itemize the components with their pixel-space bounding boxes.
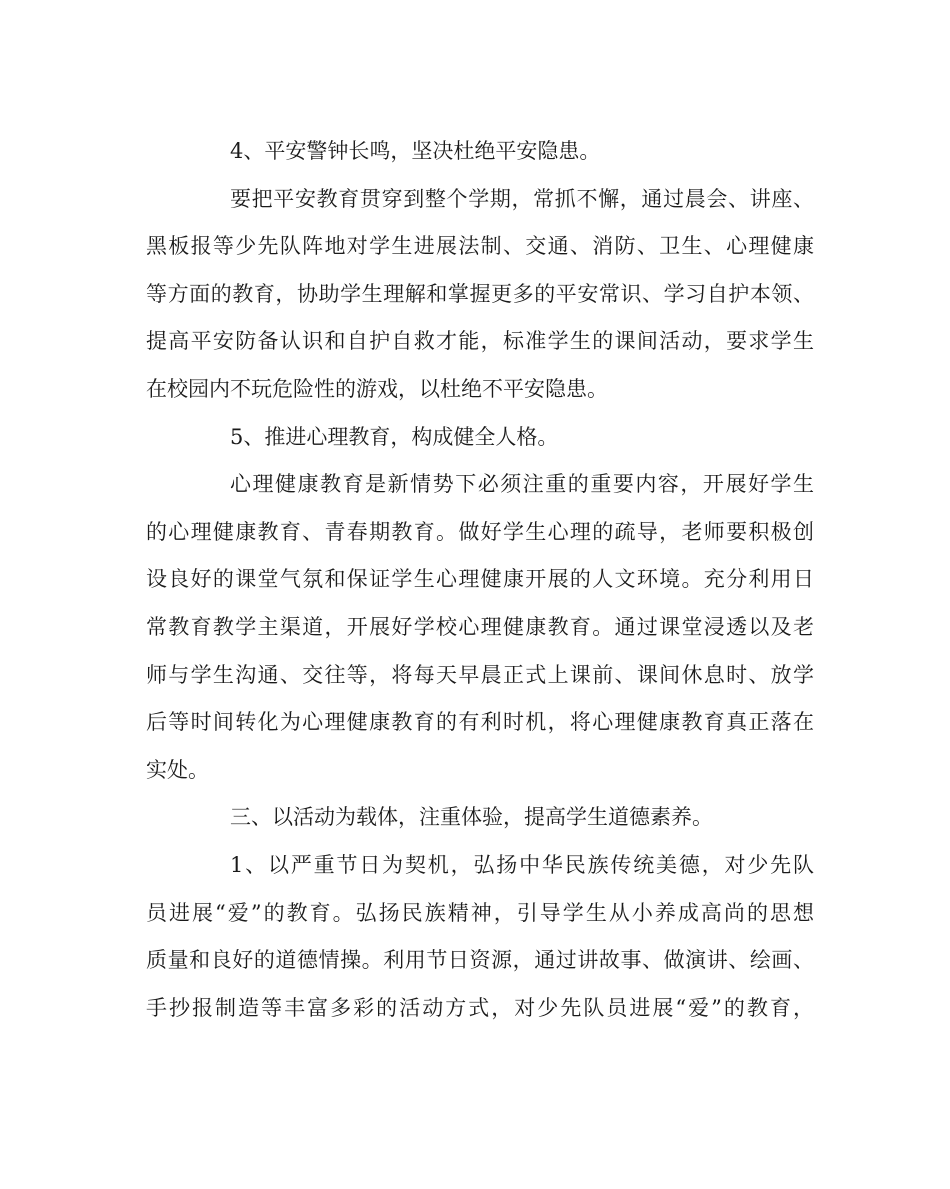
text-line: 常教育教学主渠道，开展好学校心理健康教育。通过课堂浸透以及老 (146, 614, 814, 639)
text-line: 的心理健康教育、青春期教育。做好学生心理的疏导，老师要积极创 (146, 519, 814, 544)
text-line: 提高平安防备认识和自护自救才能，标准学生的课间活动，要求学生 (146, 329, 814, 354)
text-line: 员进展“爱”的教育。弘扬民族精神，引导学生从小养成高尚的思想 (146, 900, 814, 925)
text-line: 手抄报制造等丰富多彩的活动方式，对少先队员进展“爱”的教育， (146, 995, 814, 1020)
document-body (146, 128, 814, 1032)
text-line: 实处。 (146, 757, 209, 782)
text-line: 等方面的教育，协助学生理解和掌握更多的平安常识、学习自护本领、 (146, 281, 814, 306)
text-line: 4、平安警钟长鸣，坚决杜绝平安隐患。 (230, 139, 601, 163)
text-line: 5、推进心理教育，构成健全人格。 (230, 424, 559, 449)
text-line: 在校园内不玩危险性的游戏，以杜绝不平安隐患。 (146, 376, 608, 401)
text-line: 质量和良好的道德情操。利用节日资源，通过讲故事、做演讲、绘画、 (146, 948, 814, 973)
text-line: 师与学生沟通、交往等，将每天早晨正式上课前、课间休息时、放学 (146, 662, 814, 687)
text-line: 三、以活动为载体，注重体验，提高学生道德素养。 (230, 805, 713, 830)
text-line: 心理健康教育是新情势下必须注重的重要内容，开展好学生 (230, 472, 814, 497)
text-line: 1、以严重节日为契机，弘扬中华民族传统美德，对少先队 (230, 852, 814, 877)
text-line: 设良好的课堂气氛和保证学生心理健康开展的人文环境。充分利用日 (146, 567, 814, 592)
text-line: 黑板报等少先队阵地对学生进展法制、交通、消防、卫生、心理健康 (146, 234, 814, 259)
text-line: 要把平安教育贯穿到整个学期，常抓不懈，通过晨会、讲座、 (230, 186, 814, 211)
text-line: 后等时间转化为心理健康教育的有利时机，将心理健康教育真正落在 (146, 710, 814, 735)
